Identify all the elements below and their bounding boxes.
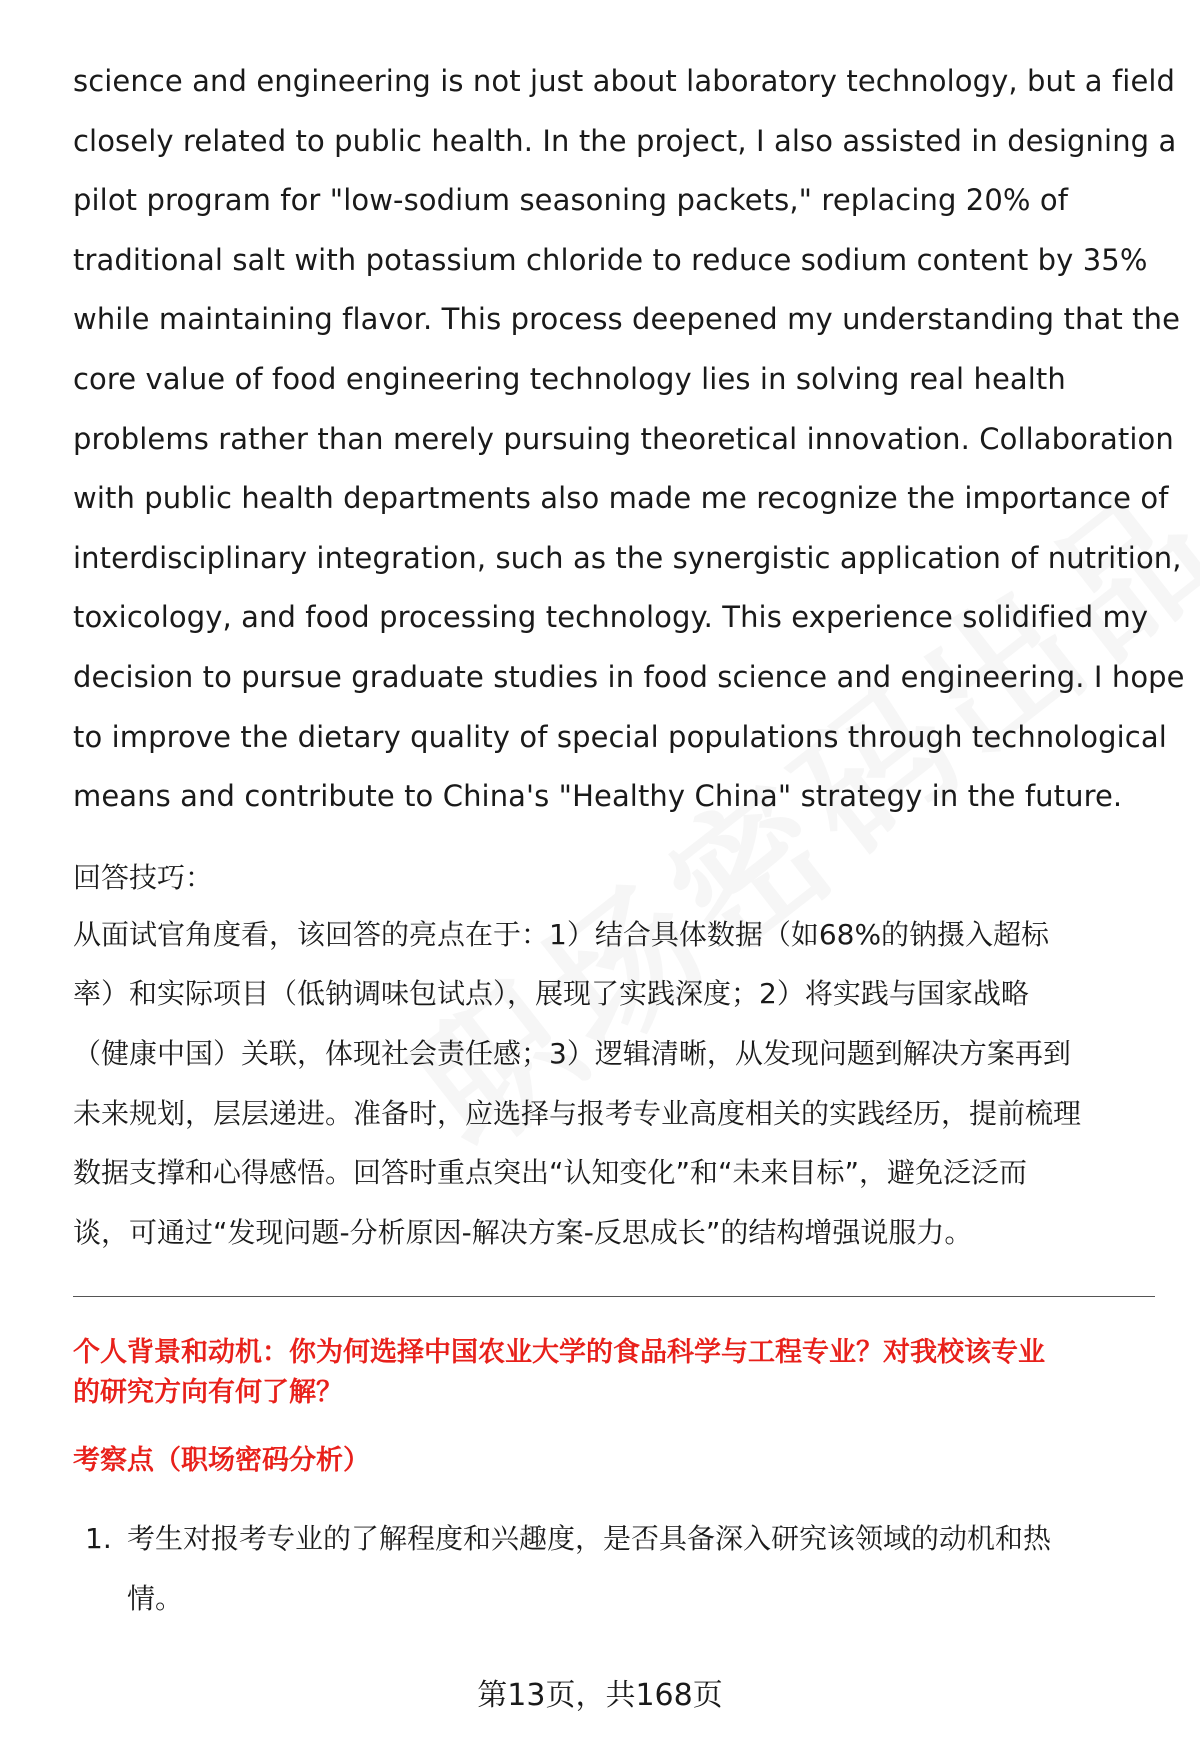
tips-line: 数据支撑和心得感悟。回答时重点突出“认知变化”和“未来目标”，避免泛泛而 <box>73 1156 1028 1190</box>
tips-line: 谈，可通过“发现问题-分析原因-解决方案-反思成长”的结构增强说服力。 <box>73 1215 973 1249</box>
paragraph-line: to improve the dietary quality of special populations through technological <box>73 719 1167 754</box>
paragraph-line: traditional salt with potassium chloride to reduce sodium content by 35% <box>73 242 1148 277</box>
paragraph-line: science and engineering is not just about laboratory technology, but a field <box>73 64 1176 98</box>
paragraph-line: core value of food engineering technology lies in solving real health <box>73 361 1066 396</box>
paragraph-line: problems rather than merely pursuing theoretical innovation. Collaboration <box>73 421 1174 456</box>
english-answer-paragraph <box>73 52 1185 827</box>
list-item <box>73 1509 1155 1628</box>
assessment-list <box>73 1509 1155 1628</box>
paragraph-line: interdisciplinary integration, such as the synergistic application of nutrition, <box>73 540 1182 575</box>
tips-heading: 回答技巧： <box>73 860 214 894</box>
tips-line: 从面试官角度看，该回答的亮点在于：1）结合具体数据（如68%的钠摄入超标 <box>73 917 1050 951</box>
paragraph-line: while maintaining flavor. This process deepened my understanding that the <box>73 302 1181 337</box>
paragraph-line: pilot program for "low-sodium seasoning packets," replacing 20% of <box>73 183 1069 218</box>
question-line: 的研究方向有何了解？ <box>73 1377 343 1409</box>
paragraph-line: decision to pursue graduate studies in food science and engineering. I hope <box>73 659 1185 694</box>
tips-line: 率）和实际项目（低钠调味包试点），展现了实践深度；2）将实践与国家战略 <box>73 977 1029 1011</box>
list-item-line: 情。 <box>127 1581 184 1615</box>
tips-paragraph <box>73 905 1155 1263</box>
question-line: 个人背景和动机：你为何选择中国农业大学的食品科学与工程专业？对我校该专业 <box>73 1337 1045 1369</box>
section-divider <box>73 1296 1155 1297</box>
page-number-footer: 第13页，共168页 <box>477 1678 723 1713</box>
assessment-heading: 考察点（职场密码分析） <box>73 1445 370 1477</box>
paragraph-line: toxicology, and food processing technology. This experience solidified my <box>73 600 1149 635</box>
list-item-line: 考生对报考专业的了解程度和兴趣度，是否具备深入研究该领域的动机和热 <box>127 1522 1052 1556</box>
paragraph-line: means and contribute to China's "Healthy China" strategy in the future. <box>73 779 1123 814</box>
tips-line: （健康中国）关联，体现社会责任感；3）逻辑清晰，从发现问题到解决方案再到 <box>73 1036 1071 1070</box>
interview-question <box>73 1333 1155 1413</box>
tips-line: 未来规划，层层递进。准备时，应选择与报考专业高度相关的实践经历，提前梳理 <box>73 1096 1082 1130</box>
paragraph-line: closely related to public health. In the project, I also assisted in designing a <box>73 123 1177 158</box>
page-content <box>73 52 1185 1628</box>
list-number: 1. <box>85 1522 112 1556</box>
paragraph-line: with public health departments also made me recognize the importance of <box>73 481 1169 516</box>
